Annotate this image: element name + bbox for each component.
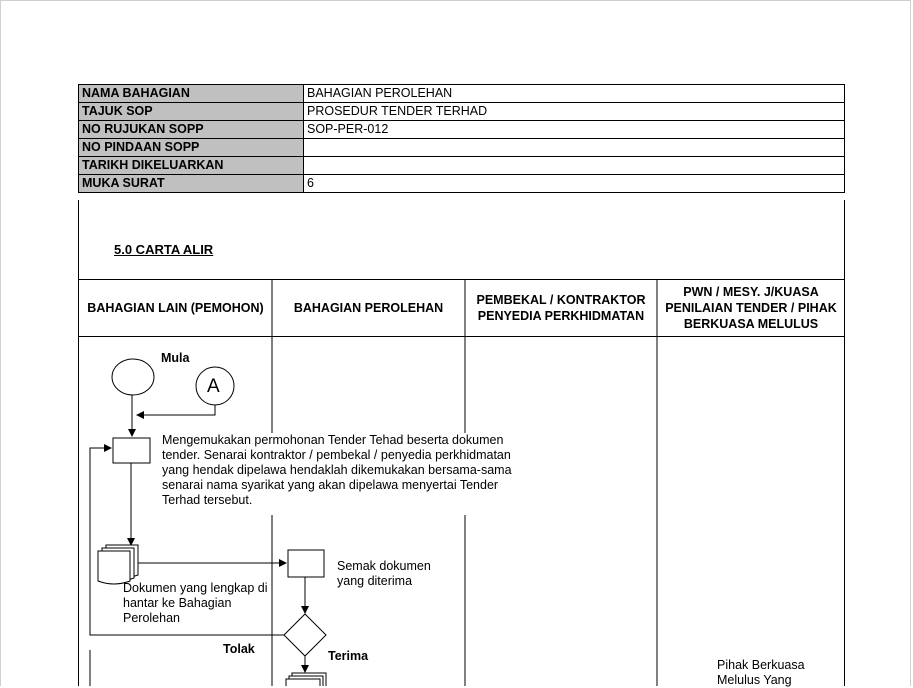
check-process-box <box>288 550 324 577</box>
header-value: PROSEDUR TENDER TERHAD <box>304 103 845 121</box>
column-header-pembekal: PEMBEKAL / KONTRAKTOR PENYEDIA PERKHIDMATAN <box>476 292 646 323</box>
column-header-pwn: PWN / MESY. J/KUASA PENILAIAN TENDER / PIHAK BERKUASA MELULUS <box>665 284 837 331</box>
document-stack-symbol <box>286 673 326 686</box>
decision-diamond <box>284 614 326 656</box>
arrow-connector-a <box>137 405 215 415</box>
header-label: NAMA BAHAGIAN <box>79 85 304 103</box>
document-sheet-front <box>98 551 130 584</box>
start-terminator <box>112 359 154 395</box>
header-label: NO PINDAAN SOPP <box>79 139 304 157</box>
column-header-perolehan: BAHAGIAN PEROLEHAN <box>293 300 444 315</box>
check-description: Semak dokumen yang diterima <box>337 559 431 588</box>
start-label: Mula <box>161 351 190 365</box>
section-title: 5.0 CARTA ALIR <box>114 242 214 257</box>
column-header-pemohon: BAHAGIAN LAIN (PEMOHON) <box>87 300 264 315</box>
header-label: MUKA SURAT <box>79 175 304 193</box>
accept-label: Terima <box>328 649 369 663</box>
authority-description: Pihak Berkuasa Melulus Yang <box>717 658 805 687</box>
document-sheet-front <box>286 679 320 686</box>
connector-a-label: A <box>207 376 220 397</box>
header-value: SOP-PER-012 <box>304 121 845 139</box>
header-value: 6 <box>304 175 845 193</box>
header-label: TAJUK SOP <box>79 103 304 121</box>
step1-description: Mengemukakan permohonan Tender Tehad beserta dokumen tender. Senarai kontraktor / pembekal / penyedia perkhidmatan yang hendak dipelawa hendaklah dikemukakan bersama-sama senarai nama syarikat yang akan dipelawa menyertai Tender Terhad tersebut. <box>162 433 512 507</box>
header-value: BAHAGIAN PEROLEHAN <box>304 85 845 103</box>
document-description: Dokumen yang lengkap di hantar ke Bahagian Perolehan <box>123 581 268 625</box>
step1-process-box <box>113 438 150 463</box>
document-stack-symbol <box>98 545 138 584</box>
header-label: NO RUJUKAN SOPP <box>79 121 304 139</box>
header-label: TARIKH DIKELUARKAN <box>79 157 304 175</box>
reject-label: Tolak <box>223 642 255 656</box>
